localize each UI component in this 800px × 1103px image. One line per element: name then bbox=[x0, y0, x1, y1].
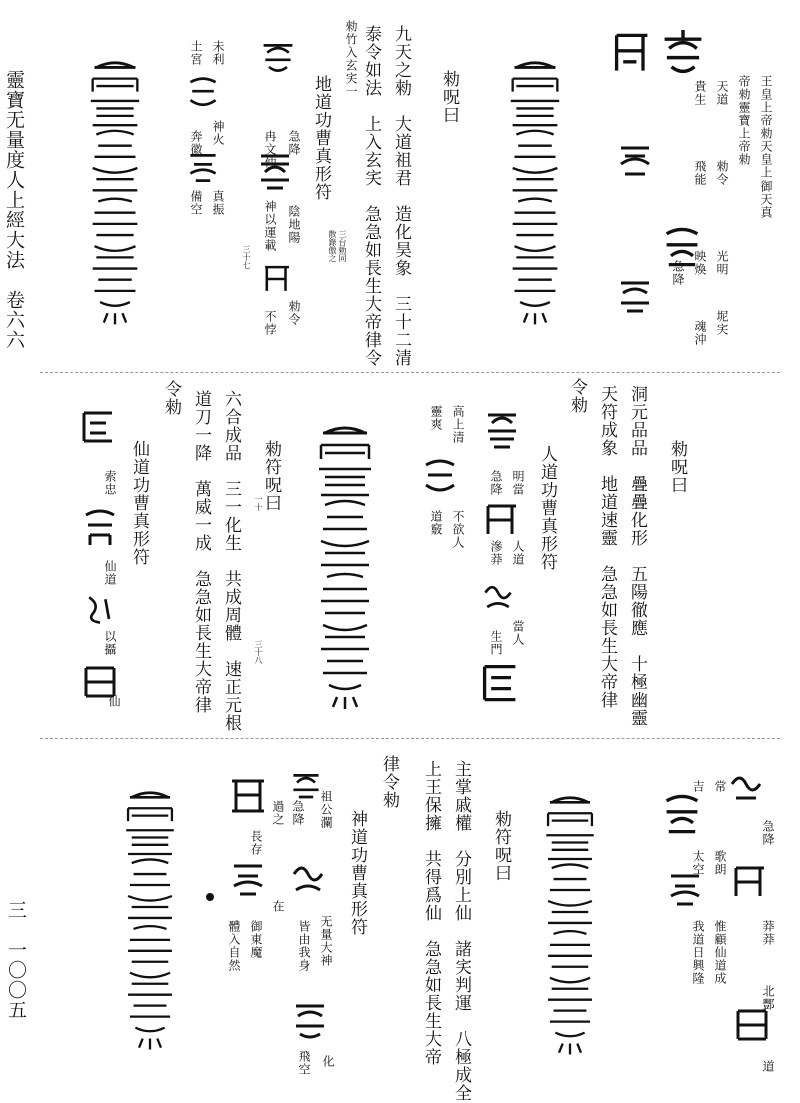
annotation: 勑令 bbox=[715, 160, 729, 186]
annotation: 長存 bbox=[249, 830, 263, 856]
incantation-line: 道刀一降 萬威一成 急急如長生大帝律 bbox=[191, 390, 211, 714]
annotation: 以攝 bbox=[103, 630, 117, 656]
talisman-glyph bbox=[286, 770, 326, 806]
panel-divider bbox=[40, 738, 780, 739]
ink-dot bbox=[206, 893, 214, 901]
section-heading: 勑呪曰 bbox=[667, 440, 687, 494]
talisman-glyph bbox=[665, 870, 705, 910]
talisman-seal bbox=[105, 790, 195, 1055]
invocation-line: 王皇上帝勑天皇上 bbox=[759, 75, 773, 179]
annotation: 急降 bbox=[287, 130, 301, 156]
talisman-heading: 地道功曹真形符 bbox=[311, 75, 331, 201]
annotation: 神火 bbox=[211, 120, 225, 146]
annotation: 歌朗 bbox=[713, 850, 727, 876]
incantation-line: 泰令如法 上入玄宎 急急如長生大帝律令 bbox=[361, 25, 381, 367]
annotation: 坭宎 bbox=[715, 310, 729, 336]
talisman-glyph bbox=[732, 1005, 772, 1045]
annotation: 飛空 bbox=[297, 1050, 311, 1076]
annotation: 御天真 bbox=[759, 180, 773, 219]
section-heading: 勑符呪曰 bbox=[261, 440, 281, 512]
incantation-line: 洞元品品 疊疊化形 五陽徹應 十極幽靈 bbox=[627, 385, 647, 727]
panel-divider bbox=[40, 372, 780, 373]
talisman-glyph bbox=[726, 770, 766, 810]
annotation: 過之 bbox=[271, 800, 285, 826]
talisman-glyph bbox=[615, 275, 655, 319]
annotation: 飛能 bbox=[693, 160, 707, 186]
annotation: 皆由我身 bbox=[297, 920, 311, 972]
annotation: 貴生 bbox=[693, 80, 707, 106]
talisman-glyph bbox=[610, 30, 654, 76]
annotation: 陰地陽 bbox=[287, 205, 301, 244]
talisman-glyph bbox=[80, 660, 120, 704]
annotation: 吉 bbox=[691, 780, 705, 793]
incantation-line: 上王保擁 共得爲仙 急急如長生大帝 bbox=[421, 760, 441, 1066]
annotation: 莽莽 bbox=[761, 920, 775, 946]
talisman-glyph bbox=[290, 1000, 330, 1040]
annotation: 土宮 bbox=[189, 40, 203, 66]
incantation-line: 九天之勑 大道祖君 造化昊象 三十二清 bbox=[391, 25, 411, 367]
incantation-line: 六合成品 三一化生 共成周體 速正元根 bbox=[221, 390, 241, 732]
annotation: 太空 bbox=[691, 850, 705, 876]
talisman-glyph bbox=[82, 590, 118, 630]
incantation-line: 天符成象 地道速靈 急急如長生大帝律 bbox=[597, 385, 617, 709]
talisman-glyph bbox=[660, 30, 706, 76]
annotation: 三十八 bbox=[254, 640, 263, 664]
annotation: 急降 bbox=[671, 260, 685, 286]
section-heading: 勑符呪曰 bbox=[491, 810, 511, 882]
section-heading: 勑呪曰 bbox=[439, 70, 459, 124]
page-number: 三 一〇〇五 bbox=[5, 900, 27, 1020]
talisman-glyph bbox=[228, 860, 268, 900]
annotation: 道竅 bbox=[429, 510, 443, 536]
annotation: 常 bbox=[713, 780, 727, 793]
annotation: 仙道 bbox=[103, 560, 117, 586]
talisman-glyph bbox=[482, 405, 522, 453]
annotation: 索忠 bbox=[103, 470, 117, 496]
annotation: 散錄傲之 bbox=[328, 230, 337, 262]
talisman-seal bbox=[525, 795, 615, 1060]
annotation: 御東魔 bbox=[249, 920, 263, 959]
talisman-heading: 神道功曹真形符 bbox=[347, 810, 367, 936]
annotation: 魂沖 bbox=[693, 320, 707, 346]
talisman-glyph bbox=[80, 505, 120, 549]
annotation: 滲莽 bbox=[489, 540, 503, 566]
invocation-line: 帝勑靈寶上帝勑 bbox=[737, 75, 751, 166]
annotation: 无量大神 bbox=[319, 915, 333, 967]
annotation: 真振 bbox=[211, 190, 225, 216]
annotation: 備空 bbox=[189, 190, 203, 216]
incantation-line: 主掌戚權 分別上仙 諸宎判運 八極成全 bbox=[451, 760, 471, 1102]
talisman-glyph bbox=[615, 140, 655, 184]
annotation: 靈爽 bbox=[429, 405, 443, 431]
annotation: 仙 bbox=[107, 695, 121, 708]
annotation: 北酆 bbox=[761, 985, 775, 1011]
talisman-seal bbox=[490, 60, 580, 330]
talisman-seal bbox=[70, 60, 160, 330]
annotation: 冉文仲 bbox=[263, 130, 277, 169]
annotation: 惟顧仙道成 bbox=[713, 920, 727, 985]
annotation: 祖公瀾 bbox=[319, 790, 333, 829]
talisman-seal bbox=[300, 425, 390, 715]
incantation-line: 令勑 bbox=[567, 378, 587, 414]
incantation-line: 令勑 bbox=[161, 380, 181, 416]
talisman-glyph bbox=[288, 860, 328, 900]
annotation: 三台勅同 bbox=[338, 230, 347, 262]
annotation: 未利 bbox=[211, 40, 225, 66]
talisman-heading: 人道功曹真形符 bbox=[537, 445, 557, 571]
annotation: 我道日興隆 bbox=[691, 920, 705, 985]
annotation: 人道 bbox=[511, 540, 525, 566]
talisman-glyph bbox=[478, 660, 522, 704]
annotation: 道 bbox=[761, 1060, 775, 1073]
annotation: 奔徽 bbox=[189, 130, 203, 156]
talisman-glyph bbox=[660, 225, 704, 269]
talisman-glyph bbox=[260, 40, 296, 76]
page-title: 靈寶无量度人上經大法 卷六六 bbox=[3, 70, 25, 350]
annotation: 不欲人 bbox=[451, 510, 465, 549]
note: 勑竹入玄宎一 bbox=[344, 20, 358, 98]
talisman-glyph bbox=[482, 500, 522, 540]
talisman-glyph bbox=[660, 790, 704, 838]
annotation: 在 bbox=[271, 900, 285, 913]
annotation: 高上清 bbox=[451, 405, 465, 444]
talisman-glyph bbox=[730, 860, 770, 904]
annotation: 急降 bbox=[489, 470, 503, 496]
annotation: 不悖 bbox=[263, 310, 277, 336]
annotation: 三十七 bbox=[242, 245, 251, 269]
talisman-glyph bbox=[78, 405, 118, 449]
talisman-glyph bbox=[255, 150, 295, 194]
annotation: 一十 bbox=[254, 495, 263, 511]
incantation-line: 律令勑 bbox=[379, 755, 399, 809]
annotation: 天道 bbox=[715, 80, 729, 106]
annotation: 生門 bbox=[489, 630, 503, 656]
annotation: 當人 bbox=[511, 620, 525, 646]
annotation: 明當 bbox=[511, 470, 525, 496]
annotation: 光明 bbox=[715, 250, 729, 276]
talisman-glyph bbox=[185, 75, 221, 111]
talisman-glyph bbox=[185, 150, 221, 186]
talisman-glyph bbox=[420, 455, 460, 499]
annotation: 勑令 bbox=[287, 300, 301, 326]
talisman-glyph bbox=[478, 580, 518, 616]
talisman-glyph bbox=[260, 262, 294, 296]
annotation: 化 bbox=[321, 1055, 335, 1068]
annotation: 映煥 bbox=[693, 250, 707, 276]
annotation: 急降 bbox=[291, 800, 305, 826]
talisman-glyph bbox=[228, 770, 268, 820]
annotation: 急降 bbox=[761, 820, 775, 846]
annotation: 神以運載 bbox=[263, 200, 277, 252]
annotation: 體入自然 bbox=[227, 920, 241, 972]
talisman-heading: 仙道功曹真形符 bbox=[129, 440, 149, 566]
